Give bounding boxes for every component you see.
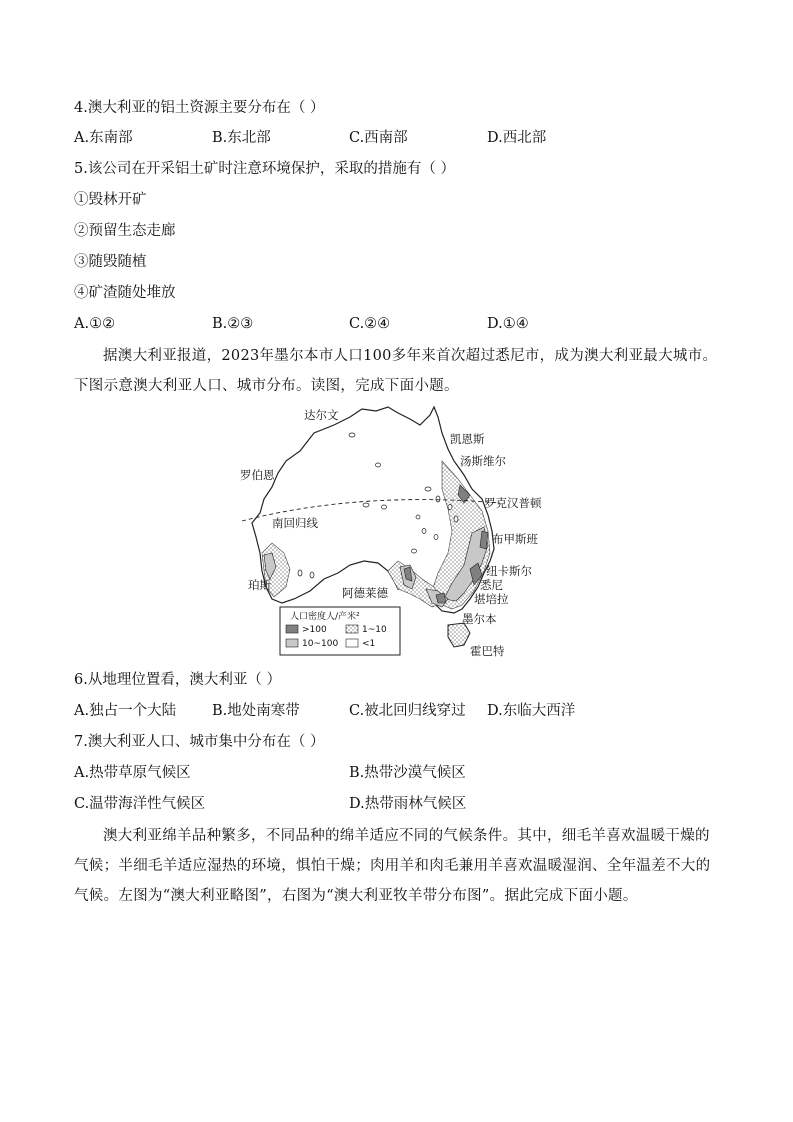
- q4-option-c[interactable]: C.西南部: [349, 130, 408, 146]
- city-sydney: 悉尼: [480, 578, 503, 592]
- q7-option-b[interactable]: B.热带沙漠气候区: [349, 765, 466, 781]
- q7-option-d[interactable]: D.热带雨林气候区: [349, 796, 467, 812]
- q5-option-a[interactable]: A.①②: [74, 316, 116, 332]
- city-hobart: 霍巴特: [470, 644, 505, 658]
- q5-option-d[interactable]: D.①④: [487, 316, 529, 332]
- q5-option-b[interactable]: B.②③: [212, 316, 254, 332]
- tasmania-outline: [448, 623, 470, 647]
- q6-stem: 6.从地理位置看，澳大利亚（ ）: [74, 672, 281, 688]
- q6-option-a[interactable]: A.独占一个大陆: [74, 703, 177, 719]
- q6-option-d[interactable]: D.东临大西洋: [487, 703, 576, 719]
- city-darwin: 达尔文: [304, 408, 339, 422]
- q7-option-a[interactable]: A.热带草原气候区: [74, 765, 191, 781]
- q5-item-2: ②预留生态走廊: [74, 223, 176, 239]
- q4-option-b[interactable]: B.东北部: [212, 130, 271, 146]
- city-melbourne: 墨尔本: [462, 612, 497, 626]
- city-perth: 珀斯: [248, 578, 271, 592]
- legend-1-10: 1~10: [362, 625, 387, 635]
- passage-population: 据澳大利亚报道，2023年墨尔本市人口100多年来首次超过悉尼市，成为澳大利亚最大城市。下图示意澳大利亚人口、城市分布。读图，完成下面小题。: [74, 348, 718, 394]
- q7-option-c[interactable]: C.温带海洋性气候区: [74, 796, 206, 812]
- q4-stem: 4.澳大利亚的铝土资源主要分布在（ ）: [74, 100, 325, 116]
- q7-stem: 7.澳大利亚人口、城市集中分布在（ ）: [74, 734, 325, 750]
- q6-option-c[interactable]: C.被北回归线穿过: [349, 703, 466, 719]
- legend-lt1: <1: [362, 639, 376, 649]
- passage-sheep: 澳大利亚绵羊品种繁多，不同品种的绵羊适应不同的气候条件。其中，细毛羊喜欢温暖干燥的气候；半细毛羊适应湿热的环境，惧怕干燥；肉用羊和肉毛兼用羊喜欢温暖湿润、全年温差不大的气候。左图为“澳大利亚略图”，右图为“澳大利亚牧羊带分布图”。据此完成下面小题。: [74, 828, 711, 904]
- density-legend: [280, 607, 400, 655]
- legend-title: 人口密度人/产米²: [290, 612, 360, 622]
- city-adelaide: 阿德莱德: [342, 586, 388, 600]
- q5-option-c[interactable]: C.②④: [349, 316, 391, 332]
- q5-item-1: ①毁林开矿: [74, 192, 147, 208]
- city-rockhampton: 罗克汉普顿: [484, 496, 542, 510]
- tropic-label: 南回归线: [272, 516, 318, 530]
- q5-item-3: ③随毁随植: [74, 254, 147, 270]
- q4-option-d[interactable]: D.西北部: [487, 130, 547, 146]
- q4-option-a[interactable]: A.东南部: [74, 130, 133, 146]
- city-cairns: 凯恩斯: [450, 432, 485, 446]
- legend-gt100: >100: [302, 625, 327, 635]
- legend-10-100: 10~100: [302, 639, 339, 649]
- city-townsville: 汤斯维尔: [460, 454, 506, 468]
- city-newcastle: 纽卡斯尔: [486, 564, 532, 578]
- city-canberra: 堪培拉: [474, 592, 509, 606]
- city-brisbane: 布甲斯班: [492, 532, 538, 546]
- city-roebourne: 罗伯恩: [240, 468, 275, 482]
- australia-population-map: [238, 403, 578, 663]
- q5-stem: 5.该公司在开采铝土矿时注意环境保护，采取的措施有（ ）: [74, 161, 455, 177]
- q6-option-b[interactable]: B.地处南寒带: [212, 703, 300, 719]
- q5-item-4: ④矿渣随处堆放: [74, 285, 176, 301]
